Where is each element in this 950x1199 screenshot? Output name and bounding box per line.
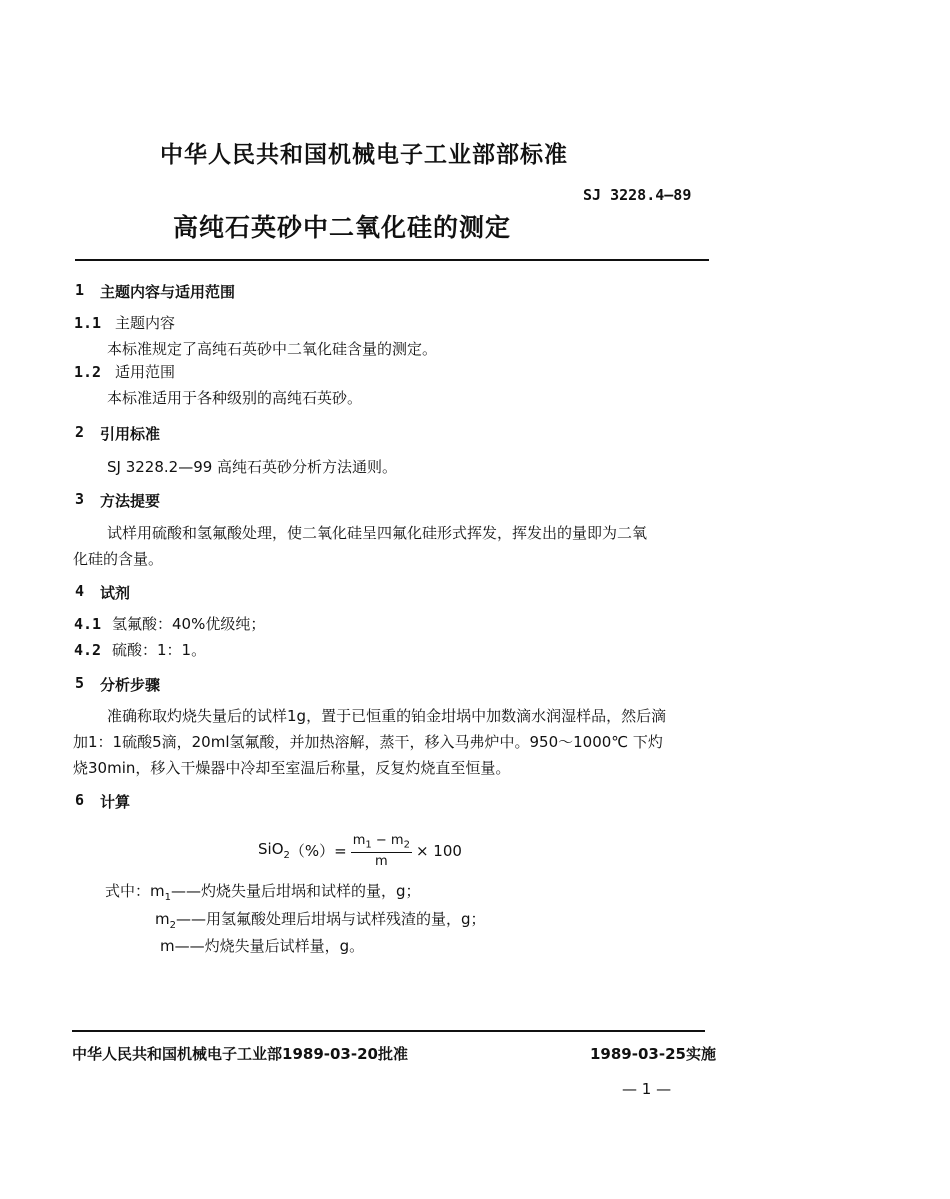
section-2-number: 2: [75, 423, 85, 441]
section-6-number: 6: [75, 791, 85, 809]
section-5-number: 5: [75, 674, 85, 692]
where-clause-2: [155, 910, 486, 935]
section-1-1-text: 本标准规定了高纯石英砂中二氧化硅含量的测定。: [107, 340, 438, 358]
section-3-title: 方法提要: [100, 492, 161, 510]
section-4-2-text: 硫酸：1：1。: [112, 641, 207, 659]
section-2-text: SJ 3228.2—99 高纯石英砂分析方法通则。: [107, 458, 398, 476]
section-4-number: 4: [75, 582, 85, 600]
var-m1-desc: ——灼烧失量后坩埚和试样的量，g；: [171, 882, 421, 900]
where-clause-1: 式中：$m_1——$灼烧失量后坩埚和试样的量，g；: [105, 882, 421, 903]
section-1-number: 1: [75, 281, 85, 299]
header-divider: [75, 259, 709, 261]
page-number: — 1 —: [622, 1080, 672, 1098]
section-1-1-number: 1.1: [74, 314, 102, 332]
section-4-1-text: 氢氟酸：40%优级纯；: [112, 615, 266, 633]
section-6-title: 计算: [100, 793, 131, 811]
section-5-line-2: 加1：1硫酸5滴，20ml氢氟酸，并加热溶解，蒸干，移入马弗炉中。950～1000℃ 下灼: [73, 733, 663, 751]
var-m1-symbol: $m_1$: [150, 882, 172, 903]
issuing-organization: 中华人民共和国机械电子工业部部标准: [160, 142, 568, 168]
section-1-title: 主题内容与适用范围: [100, 283, 236, 301]
var-m-desc: ——灼烧失量后试样量，g。: [174, 937, 365, 955]
formula-fraction: [351, 833, 412, 869]
formula-denominator: m: [375, 853, 388, 869]
section-1-1-title: 主题内容: [115, 314, 176, 332]
document-title: 高纯石英砂中二氧化硅的测定: [173, 213, 512, 242]
section-1-2-title: 适用范围: [115, 363, 176, 381]
formula-rhs: × 100: [415, 841, 462, 860]
formula-lhs-unit: （%）=: [289, 842, 347, 861]
section-3-line-2: 化硅的含量。: [73, 550, 164, 568]
implementation-date: 1989-03-25实施: [590, 1045, 716, 1063]
section-5-line-3: 烧30min，移入干燥器中冷却至室温后称量，反复灼烧直至恒量。: [73, 759, 511, 777]
section-5-line-1: 准确称取灼烧失量后的试样1g，置于已恒重的铂金坩埚中加数滴水润湿样品，然后滴: [107, 707, 667, 725]
var-m2-symbol: $m_2$: [155, 910, 176, 931]
standard-number: SJ 3228.4—89: [583, 186, 692, 204]
section-5-title: 分析步骤: [100, 676, 161, 694]
footer-divider: [72, 1030, 705, 1032]
section-4-2-number: 4.2: [74, 641, 102, 659]
var-m2-desc: ——用氢氟酸处理后坩埚与试样残渣的量，g；: [176, 910, 486, 928]
where-clause-3: [160, 937, 364, 955]
sio2-formula: [258, 833, 462, 869]
approval-statement: 中华人民共和国机械电子工业部1989-03-20批准: [72, 1045, 408, 1063]
section-4-title: 试剂: [100, 584, 131, 602]
section-3-number: 3: [75, 490, 85, 508]
section-1-2-text: 本标准适用于各种级别的高纯石英砂。: [107, 389, 363, 407]
var-m-symbol: m: [160, 937, 175, 955]
section-4-1-number: 4.1: [74, 615, 102, 633]
formula-numerator: $m_1 - m_2$: [352, 833, 410, 851]
section-1-2-number: 1.2: [74, 363, 102, 381]
section-3-line-1: 试样用硫酸和氢氟酸处理，使二氧化硅呈四氟化硅形式挥发，挥发出的量即为二氧: [107, 524, 648, 542]
section-2-title: 引用标准: [100, 425, 161, 443]
formula-lhs: SiO$_2$: [258, 840, 290, 862]
